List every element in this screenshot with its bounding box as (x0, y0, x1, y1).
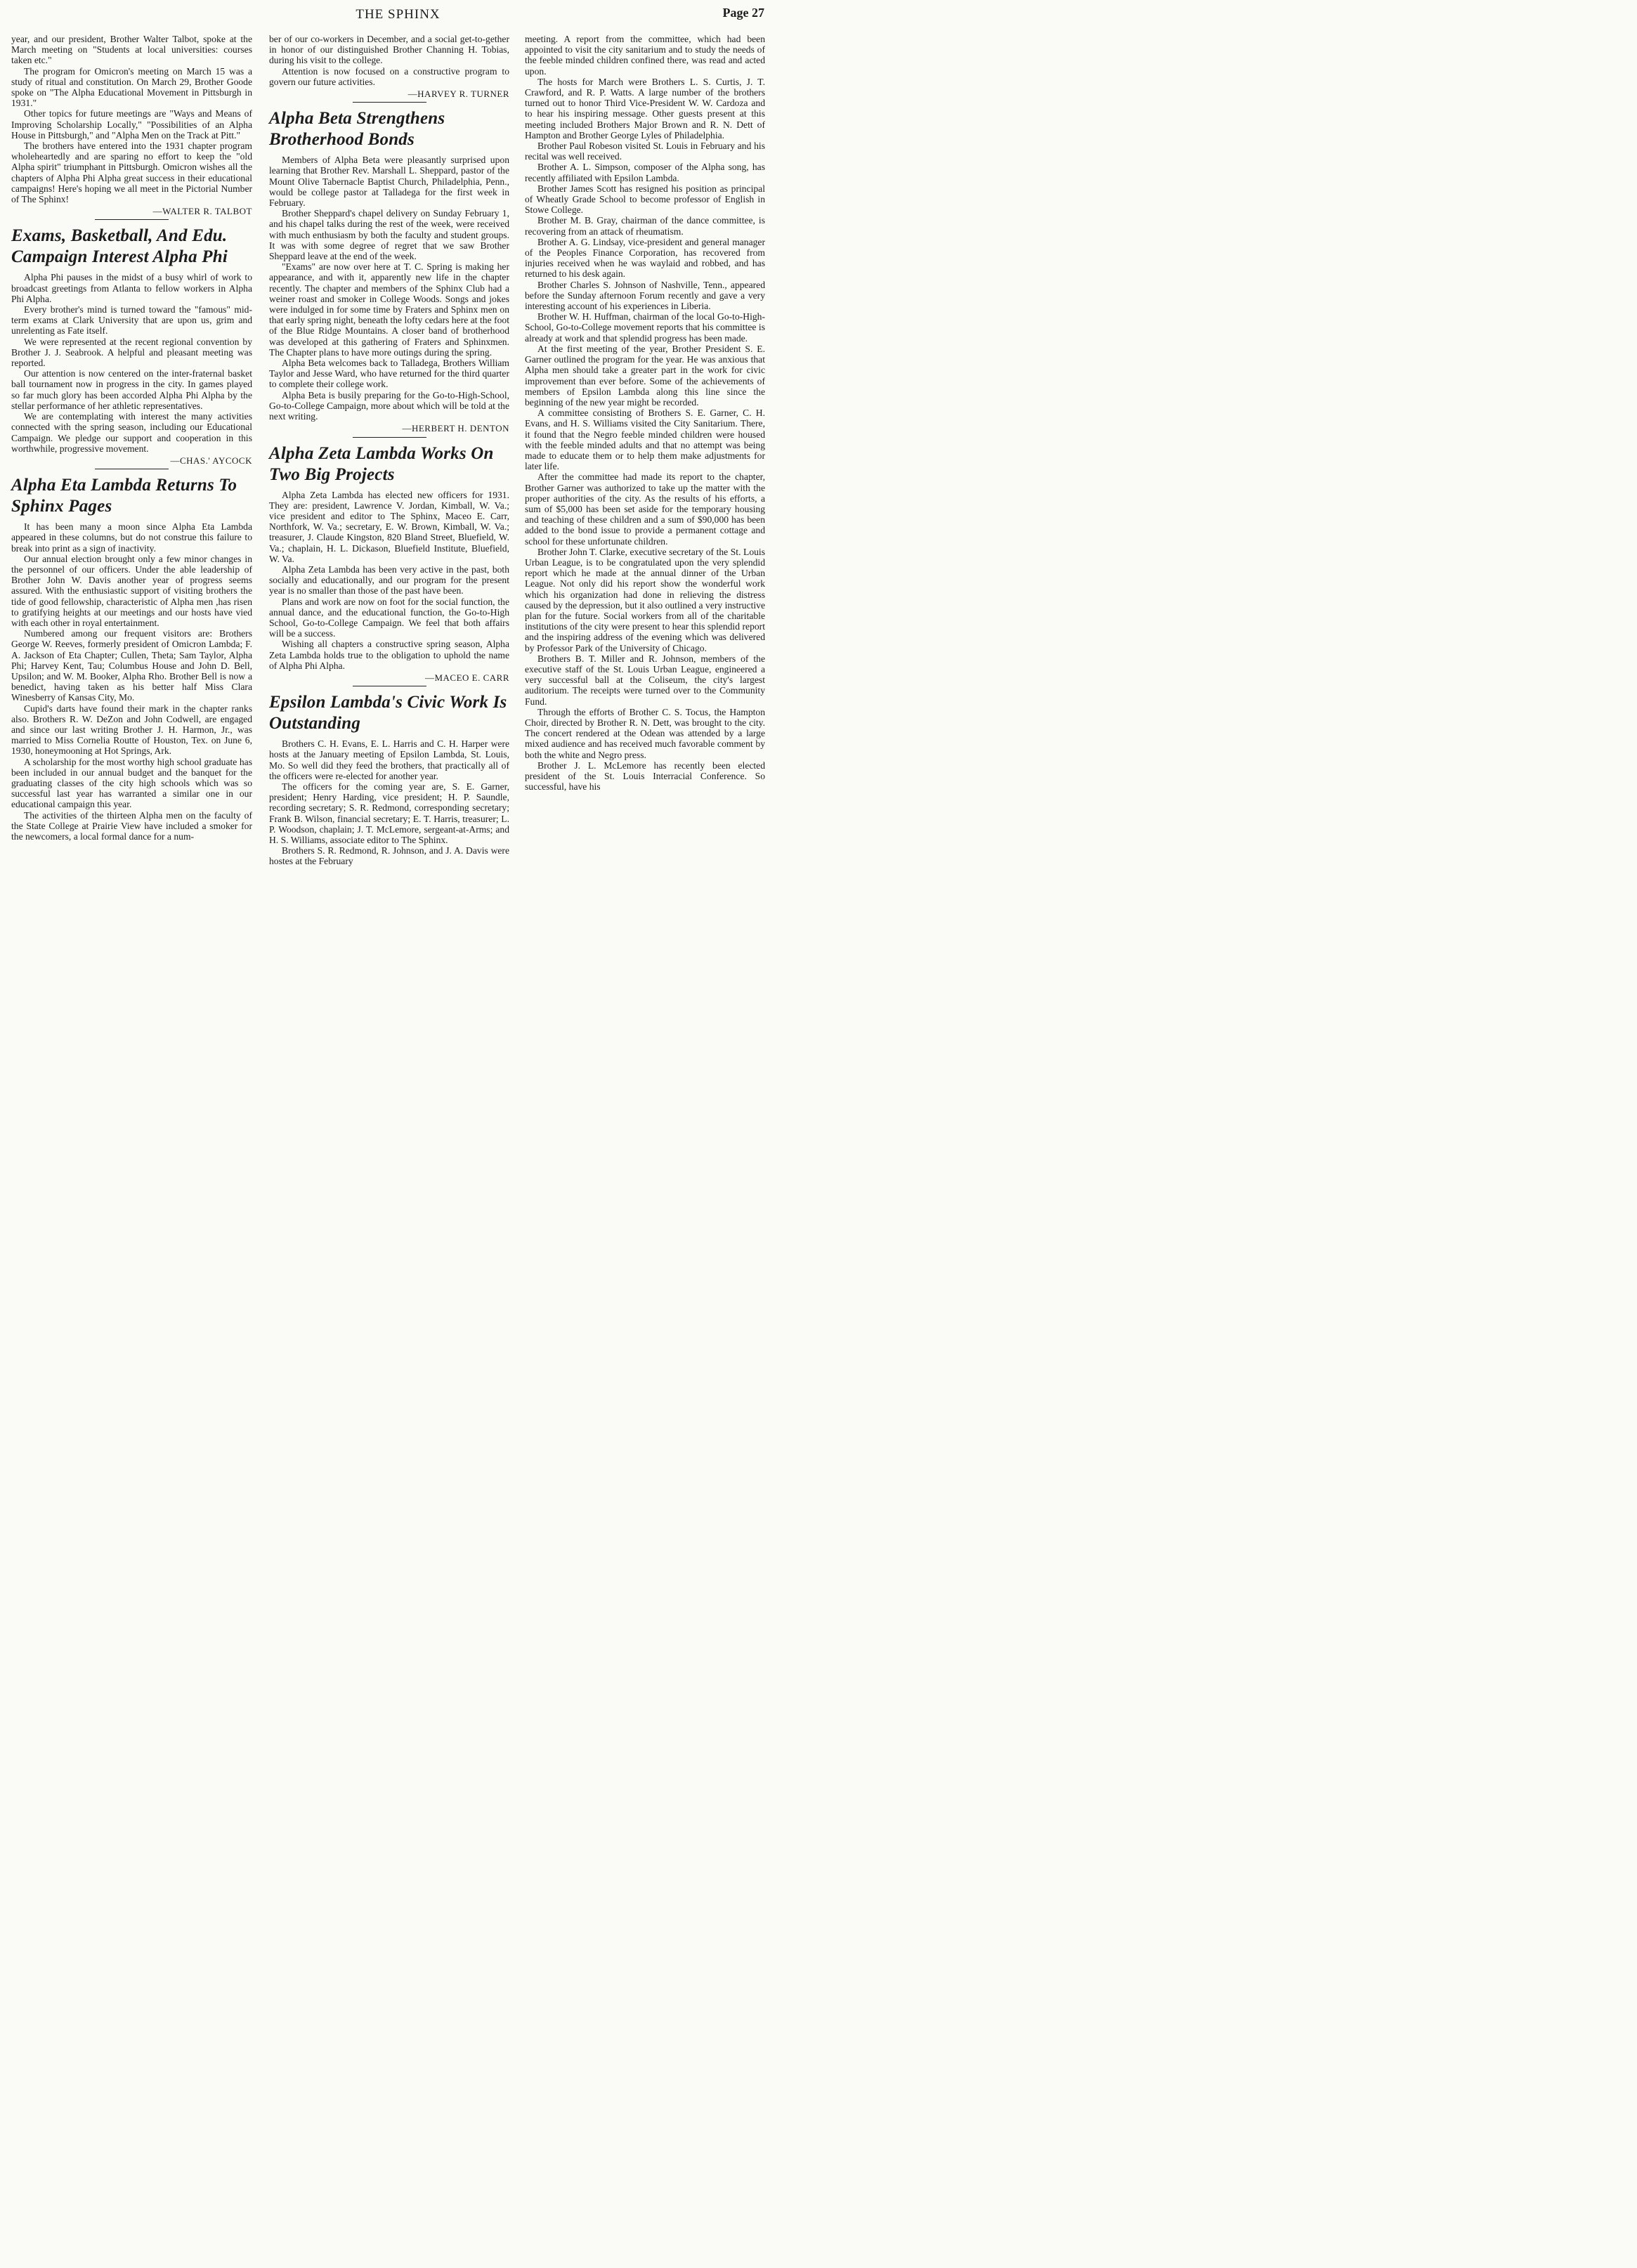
column-1 (11, 34, 252, 842)
author-signature: —CHAS.' AYCOCK (170, 455, 252, 466)
article-paragraph: Alpha Beta is busily preparing for the Go-to-High-School, Go-to-College Campaign, more about which will be told at the next writing. (269, 389, 509, 422)
author-signature: —WALTER R. TALBOT (152, 206, 252, 217)
article-paragraph: Brothers C. H. Evans, E. L. Harris and C. H. Harper were hosts at the January meeting of Epsilon Lambda, St. Louis, Mo. So well did they feed the brothers, that practically all of the officers were re-elected for another year. (269, 738, 509, 781)
article-paragraph: The hosts for March were Brothers L. S. Curtis, J. T. Crawford, and R. P. Watts. A large number of the brothers turned out to honor Third Vice-President W. W. Cardoza and to hear his inspiring message. Other guests present at this meeting included Brothers Major Brown and R. N. Dett of Hampton and Brother George Lyles of Philadelphia. (525, 76, 765, 141)
article-paragraph: Through the efforts of Brother C. S. Tocus, the Hampton Choir, directed by Brother R. N. Dett, was brought to the city. The concert rendered at the Odean was attended by a large mixed audience and has received much favorable comment by both the white and Negro press. (525, 706, 765, 760)
article-heading: Alpha Eta Lambda Returns To Sphinx Pages (11, 476, 237, 516)
article-heading: Alpha Zeta Lambda Works On Two Big Projects (269, 443, 494, 484)
article-paragraph: Other topics for future meetings are "Ways and Means of Improving Scholarship Locally," "Possibilities of an Alpha House in Pittsburgh," and "Alpha Men on the Track at Pitt." (11, 108, 252, 141)
article-paragraph: A committee consisting of Brothers S. E. Garner, C. H. Evans, and H. S. Williams visited the City Sanitarium. There, it found that the Negro feeble minded children were housed with the feeble minded adults and that no attempt was being made to educate them or to help them make adjustments for later life. (525, 408, 765, 472)
article-paragraph: We were represented at the recent regional convention by Brother J. J. Seabrook. A helpful and pleasant meeting was reported. (11, 336, 252, 369)
masthead (0, 6, 796, 25)
article-heading: Epsilon Lambda's Civic Work Is Outstanding (269, 693, 507, 734)
article-paragraph: Members of Alpha Beta were pleasantly surprised upon learning that Brother Rev. Marshall L. Sheppard, pastor of the Mount Olive Tabernacle Baptist Church, Philadelphia, Penn., would be college pastor at Talladega for the first week in February. (269, 155, 509, 209)
author-signature: —HERBERT H. DENTON (402, 423, 509, 434)
article-paragraph: ber of our co-workers in December, and a social get-to-gether in honor of our distinguished Brother Channing H. Tobias, during his visit to the college. (269, 34, 509, 66)
article-paragraph: Attention is now focused on a constructive program to govern our future activities. (269, 65, 509, 87)
article-paragraph: Brother Charles S. Johnson of Nashville, Tenn., appeared before the Sunday afternoon Forum recently and gave a very interesting account of his experiences in Liberia. (525, 279, 765, 312)
section-divider (353, 102, 426, 103)
article-paragraph: Our attention is now centered on the inter-fraternal basket ball tournament now in progress in the city. In games played so far much glory has been accorded Alpha Phi Alpha by the stellar performance of her athletic representatives. (11, 368, 252, 411)
article-paragraph: Alpha Zeta Lambda has elected new officers for 1931. They are: president, Lawrence V. Jordan, Kimball, W. Va.; vice president and editor to The Sphinx, Maceo E. Carr, Northfork, W. Va.; secretary, E. W. Brown, Kimball, W. Va.; treasurer, J. Claude Kingston, 820 Bland Street, Bluefield, W. Va.; chaplain, H. L. Dickason, Bluefield Institute, Bluefield, W. Va. (269, 489, 509, 564)
article-heading: Alpha Beta Strengthens Brotherhood Bonds (269, 109, 445, 150)
article-paragraph: Brother W. H. Huffman, chairman of the local Go-to-High-School, Go-to-College movement reports that his committee is already at work and that splendid progress has been made. (525, 311, 765, 344)
article-paragraph: meeting. A report from the committee, which had been appointed to visit the city sanitarium and to study the needs of the feeble minded children confined there, was read and acted upon. (525, 34, 765, 77)
article-paragraph: Alpha Beta welcomes back to Talladega, Brothers William Taylor and Jesse Ward, who have returned for the third quarter to complete their college work. (269, 358, 509, 390)
article-paragraph: Brother John T. Clarke, executive secretary of the St. Louis Urban League, is to be congratulated upon the very splendid report which he made at the annual dinner of the Urban League. Not only did his report show the wonderful work which his organization had done in relieving the distress caused by the depression, but it also outlined a very instructive plan for the future. Social workers from all of the charitable institutions of the city were present to hear this splendid report and the inspiring address of the evening which was delivered by Professor Park of the University of Chicago. (525, 546, 765, 653)
article-paragraph: Numbered among our frequent visitors are: Brothers George W. Reeves, formerly president of Omicron Lambda; F. A. Jackson of Eta Chapter; Cullen, Theta; Sam Taylor, Alpha Phi; Harvey Kent, Tau; Columbus House and John D. Bell, Upsilon; and W. M. Booker, Alpha Rho. Brother Bell is now a benedict, having taken as his better half Miss Clara Winesberry of Kansas City, Mo. (11, 628, 252, 703)
article-paragraph: Brother A. G. Lindsay, vice-president and general manager of the Peoples Finance Corporation, has recovered from injuries received when he was waylaid and robbed, and has returned to his desk again. (525, 236, 765, 280)
article-paragraph: It has been many a moon since Alpha Eta Lambda appeared in these columns, but do not construe this failure to break into print as a sign of inactivity. (11, 521, 252, 554)
article-paragraph: After the committee had made its report to the chapter, Brother Garner was authorized to take up the matter with the proper authorities of the city. As the results of his efforts, a sum of $5,000 has been set aside for the temporary housing and teaching of these children and a sum of $90,000 has been added to the bond issue to provide a permanent cottage and school for these unfortunate children. (525, 471, 765, 547)
article-heading: Exams, Basketball, And Edu. Campaign Interest Alpha Phi (11, 226, 228, 267)
article-paragraph: Alpha Zeta Lambda has been very active in the past, both socially and educationally, and our program for the present year is no smaller than those of the past have been. (269, 563, 509, 597)
column-3 (525, 34, 765, 792)
article-paragraph: Brother M. B. Gray, chairman of the dance committee, is recovering from an attack of rheumatism. (525, 215, 765, 237)
article-paragraph: Every brother's mind is turned toward the "famous" mid-term exams at Clark University that are upon us, grim and unrelenting as Fate itself. (11, 304, 252, 337)
section-divider (95, 219, 169, 220)
section-divider (353, 437, 426, 438)
column-2 (269, 34, 509, 867)
magazine-title: THE SPHINX (356, 7, 441, 22)
author-signature: —MACEO E. CARR (424, 672, 509, 683)
article-paragraph: We are contemplating with interest the many activities connected with the spring season, including our Educational Campaign. We pledge our support and cooperation in this worthwhile, progressive movement. (11, 411, 252, 454)
article-paragraph: The activities of the thirteen Alpha men on the faculty of the State College at Prairie View have included a smoker for the newcomers, a local formal dance for a num- (11, 809, 252, 842)
article-paragraph: The program for Omicron's meeting on March 15 was a study of ritual and constitution. On March 29, Brother Goode spoke on "The Alpha Educational Movement in Pittsburgh in 1931." (11, 65, 252, 109)
article-paragraph: "Exams" are now over here at T. C. Spring is making her appearance, and with it, apparently new life in the chapter recently. The chapter and members of the Sphinx Club had a weiner roast and smoker in College Woods. Songs and jokes were indulged in for some time by Fraters and Sphinx men on that early spring night, beneath the lofty cedars here at the foot of the Blue Ridge Mountains. A closer band of brotherhood was developed at this gathering of Fraters and Sphinxmen. The Chapter plans to have more outings during the spring. (269, 261, 509, 358)
article-paragraph: year, and our president, Brother Walter Talbot, spoke at the March meeting on "Students at local universities: courses taken etc." (11, 34, 252, 66)
article-paragraph: The brothers have entered into the 1931 chapter program wholeheartedly and are sparing no effort to keep the "old Alpha spirit" triumphant in Pittsburgh. Omicron wishes all the chapters of Alpha Phi Alpha great success in their educational campaigns! Here's hoping we all meet in the Pictorial Number of The Sphinx! (11, 141, 252, 205)
article-paragraph: Brothers B. T. Miller and R. Johnson, members of the executive staff of the St. Louis Urban League, engineered a very successful ball at the Coliseum, the city's largest auditorium. The receipts were turned over to the Community Fund. (525, 653, 765, 707)
article-paragraph: Alpha Phi pauses in the midst of a busy whirl of work to broadcast greetings from Atlanta to fellow workers in Alpha Phi Alpha. (11, 272, 252, 304)
article-paragraph: Wishing all chapters a constructive spring season, Alpha Zeta Lambda holds true to the obligation to uphold the name of Alpha Phi Alpha. (269, 639, 509, 671)
article-paragraph: The officers for the coming year are, S. E. Garner, president; Henry Harding, vice president; H. P. Saundle, recording secretary; S. R. Redmond, corresponding secretary; Frank B. Wilson, financial secretary; E. T. Harris, treasurer; L. P. Woodson, chaplain; J. T. McLemore, sergeant-at-Arms; and H. S. Williams, associate editor to The Sphinx. (269, 781, 509, 845)
article-paragraph: At the first meeting of the year, Brother President S. E. Garner outlined the program for the year. He was anxious that Alpha men should take a greater part in the work for civic improvement than ever before. Some of the achievements of members of Epsilon Lambda along this line since the beginning of the new year might be recorded. (525, 343, 765, 408)
article-paragraph: Brother Sheppard's chapel delivery on Sunday February 1, and his chapel talks during the rest of the week, were received with much enthusiasm by both the faculty and student groups. It was with some degree of regret that we saw Brother Sheppard leave at the end of the week. (269, 208, 509, 262)
article-paragraph: Brother Paul Robeson visited St. Louis in February and his recital was well received. (525, 141, 765, 162)
article-paragraph: Brother A. L. Simpson, composer of the Alpha song, has recently affiliated with Epsilon Lambda. (525, 162, 765, 183)
article-paragraph: A scholarship for the most worthy high school graduate has been included in our annual budget and the banquet for the graduating classes of the city high schools which was so successful last year has warranted a similar one in our educational campaign this year. (11, 756, 252, 810)
page-number: Page 27 (722, 6, 764, 20)
article-paragraph: Brother James Scott has resigned his position as principal of Wheatly Grade School to become professor of English in Stowe College. (525, 183, 765, 216)
article-paragraph: Our annual election brought only a few minor changes in the personnel of our officers. Under the able leadership of Brother John W. Davis another year of progress seems assured. With the enthusiastic support of visiting brothers the tide of good fellowship, characteristic of Alpha men ,has risen to gratifying heights at our meetings and our hosts have vied with each other in royal entertainment. (11, 553, 252, 628)
author-signature: —HARVEY R. TURNER (407, 89, 509, 100)
article-paragraph: Brother J. L. McLemore has recently been elected president of the St. Louis Interracial Conference. So successful, have his (525, 760, 765, 793)
article-paragraph: Brothers S. R. Redmond, R. Johnson, and J. A. Davis were hostes at the February (269, 845, 509, 867)
article-paragraph: Plans and work are now on foot for the social function, the annual dance, and the educational function, the Go-to-High School, Go-to-College Campaign. We feel that both affairs will be a success. (269, 596, 509, 639)
article-paragraph: Cupid's darts have found their mark in the chapter ranks also. Brothers R. W. DeZon and John Codwell, are engaged and since our last writing Brother J. H. Harmon, Jr., was married to Miss Cornelia Routte of Houston, Tex. on June 6, 1930, honeymooning at Hot Springs, Ark. (11, 703, 252, 757)
